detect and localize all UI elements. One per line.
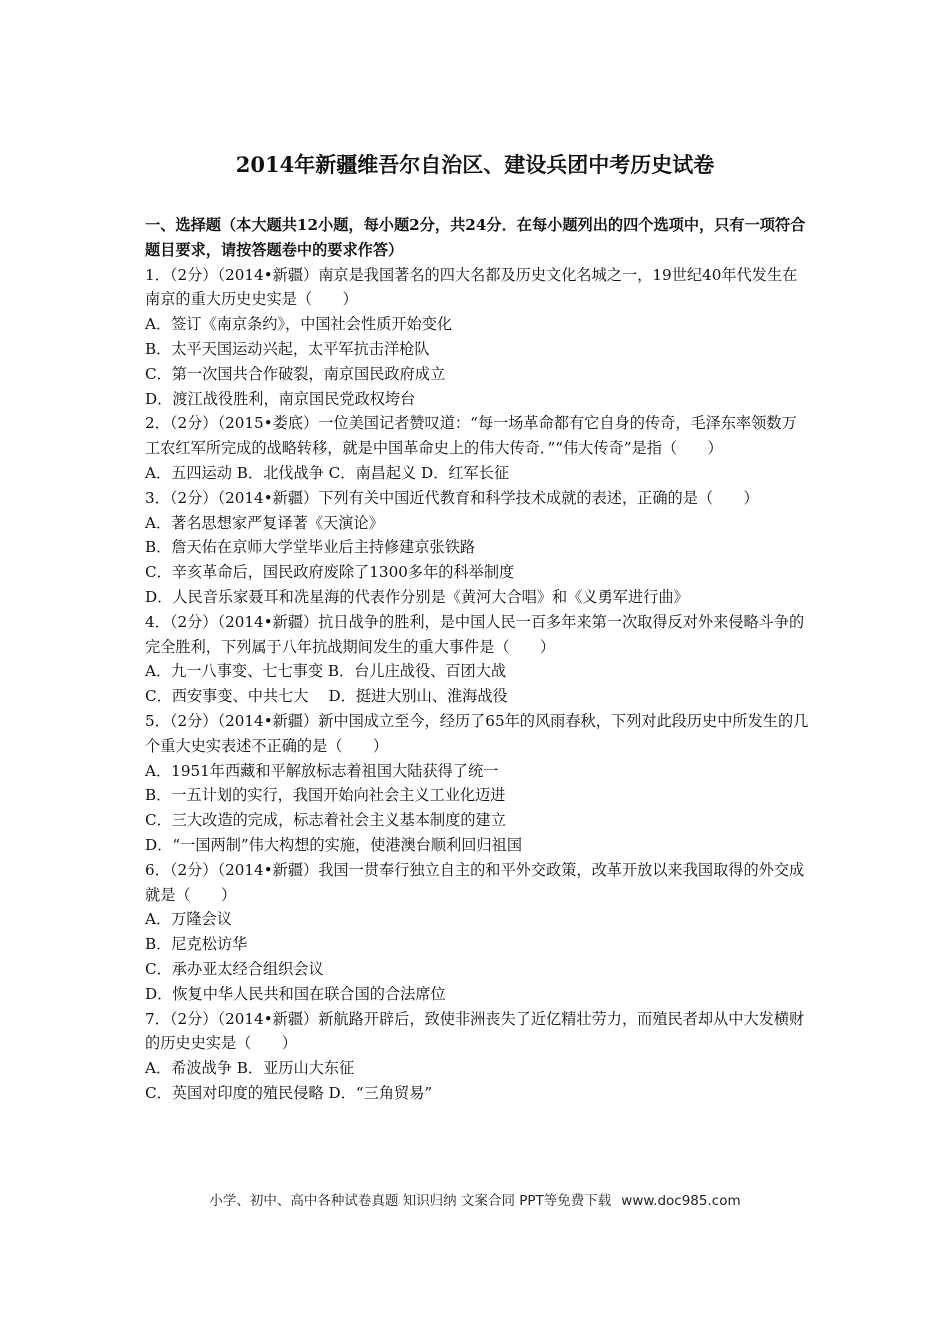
option-line: A．五四运动 B．北伐战争 C．南昌起义 D．红军长征	[145, 463, 510, 482]
option-d: D．恢复中华人民共和国在联合国的合法席位	[145, 984, 446, 1003]
question-6	[145, 858, 810, 1007]
option-c: C．承办亚太经合组织会议	[145, 959, 324, 978]
option-line-cd: C．西安事变、中共七大 D．挺进大别山、淮海战役	[145, 687, 508, 706]
option-c: C．辛亥革命后，国民政府废除了1300多年的科举制度	[145, 563, 515, 582]
footer-text: 小学、初中、高中各种试卷真题 知识归纳 文案合同 PPT等免费下载	[209, 1193, 612, 1209]
question-3	[145, 486, 810, 610]
option-d: D．渡江战役胜利，南京国民党政权垮台	[145, 389, 416, 408]
footer-url: www.doc985.com	[621, 1193, 741, 1209]
question-stem: 6．（2分）（2014•新疆）我国一贯奉行独立自主的和平外交政策，改革开放以来我国取得的外交成就是（ ）	[145, 860, 805, 904]
option-a: A．签订《南京条约》，中国社会性质开始变化	[145, 315, 453, 334]
exam-content	[145, 213, 810, 1106]
option-line-ab: A．希波战争 B．亚历山大东征	[145, 1059, 355, 1078]
option-b: B．詹天佑在京师大学堂毕业后主持修建京张铁路	[145, 538, 476, 557]
option-d: D．人民音乐家聂耳和冼星海的代表作分别是《黄河大合唱》和《义勇军进行曲》	[145, 587, 689, 606]
option-c: C．第一次国共合作破裂，南京国民政府成立	[145, 364, 446, 383]
option-d: D．“一国两制”伟大构想的实施，使港澳台顺利回归祖国	[145, 835, 523, 854]
question-stem: 5．（2分）（2014•新疆）新中国成立至今，经历了65年的风雨春秋，下列对此段历史中所发生的几个重大史实表述不正确的是（ ）	[145, 711, 809, 755]
question-7	[145, 1007, 810, 1106]
option-line-ab: A．九一八事变、七七事变 B．台儿庄战役、百团大战	[145, 662, 507, 681]
question-stem: 4．（2分）（2014•新疆）抗日战争的胜利，是中国人民一百多年来第一次取得反对外来侵略斗争的完全胜利，下列属于八年抗战期间发生的重大事件是（ ）	[145, 612, 805, 656]
question-stem: 7．（2分）（2014•新疆）新航路开辟后，致使非洲丧失了近亿精壮劳力，而殖民者却从中大发横财的历史史实是（ ）	[145, 1009, 805, 1053]
question-stem: 1．（2分）（2014•新疆）南京是我国著名的四大名都及历史文化名城之一，19世纪40年代发生在南京的重大历史史实是（ ）	[145, 265, 798, 309]
section-header: 一、选择题（本大题共12小题，每小题2分，共24分．在每小题列出的四个选项中，只有一项符合题目要求，请按答题卷中的要求作答）	[145, 216, 806, 259]
question-4	[145, 610, 810, 709]
option-b: B．太平天国运动兴起，太平军抗击洋枪队	[145, 339, 430, 358]
question-2	[145, 411, 810, 485]
option-line-cd: C．英国对印度的殖民侵略 D．“三角贸易”	[145, 1083, 433, 1102]
option-c: C．三大改造的完成，标志着社会主义基本制度的建立	[145, 811, 506, 830]
option-b: B．一五计划的实行，我国开始向社会主义工业化迈进	[145, 786, 506, 805]
question-1	[145, 263, 810, 412]
page-footer	[0, 1190, 950, 1212]
option-a: A．著名思想家严复译著《天演论》	[145, 513, 384, 532]
question-5	[145, 709, 810, 858]
page-title: 2014年新疆维吾尔自治区、建设兵团中考历史试卷	[235, 152, 715, 177]
question-stem: 2．（2分）（2015•娄底）一位美国记者赞叹道：“每一场革命都有它自身的传奇，毛泽东率领数万工农红军所完成的战略转移，就是中国革命史上的伟大传奇．”“伟大传奇”是指（ ）	[145, 414, 797, 458]
option-a: A．万隆会议	[145, 910, 232, 929]
option-b: B．尼克松访华	[145, 935, 248, 954]
question-stem: 3．（2分）（2014•新疆）下列有关中国近代教育和科学技术成就的表述，正确的是（ ）	[145, 488, 759, 507]
option-a: A．1951年西藏和平解放标志着祖国大陆获得了统一	[145, 761, 499, 780]
